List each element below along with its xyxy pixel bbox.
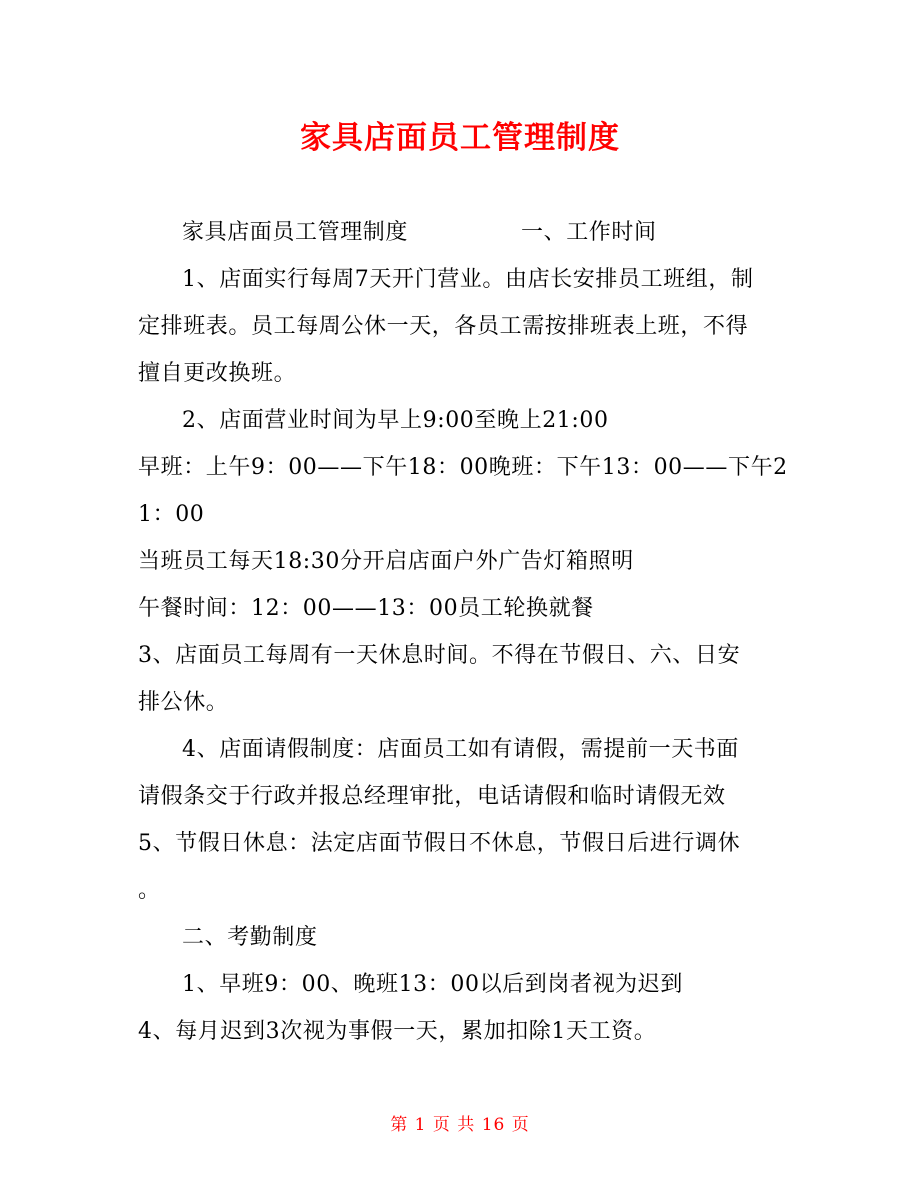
body-line: 请假条交于行政并报总经理审批，电话请假和临时请假无效 [138,784,726,809]
body-line: 当班员工每天18:30分开启店面户外广告灯箱照明 [138,549,634,574]
body-line: 2、店面营业时间为早上9:00至晚上21:00 [182,408,609,433]
body-line: 早班：上午9：00——下午18：00晚班：下午13：00——下午2 [138,455,788,480]
document-title: 家具店面员工管理制度 [300,120,620,156]
body-line: 家具店面员工管理制度 一、工作时间 [182,220,657,245]
body-line: 1：00 [138,502,205,527]
section-heading: 二、考勤制度 [182,925,318,950]
body-line: 。 [138,878,161,903]
page-footer: 第 1 页 共 16 页 [390,1115,530,1135]
body-line: 1、早班9：00、晚班13：00以后到岗者视为迟到 [182,972,683,997]
body-line: 擅自更改换班。 [138,361,297,386]
body-line: 4、每月迟到3次视为事假一天，累加扣除1天工资。 [138,1019,657,1044]
body-line: 3、店面员工每周有一天休息时间。不得在节假日、六、日安 [138,643,741,668]
body-line: 5、节假日休息：法定店面节假日不休息，节假日后进行调休 [138,831,741,856]
body-line: 午餐时间：12：00——13：00员工轮换就餐 [138,596,594,621]
body-line: 4、店面请假制度：店面员工如有请假，需提前一天书面 [182,737,739,762]
body-line: 定排班表。员工每周公休一天，各员工需按排班表上班，不得 [138,314,749,339]
body-line: 1、店面实行每周7天开门营业。由店长安排员工班组，制 [182,267,754,292]
body-line: 排公休。 [138,690,229,715]
